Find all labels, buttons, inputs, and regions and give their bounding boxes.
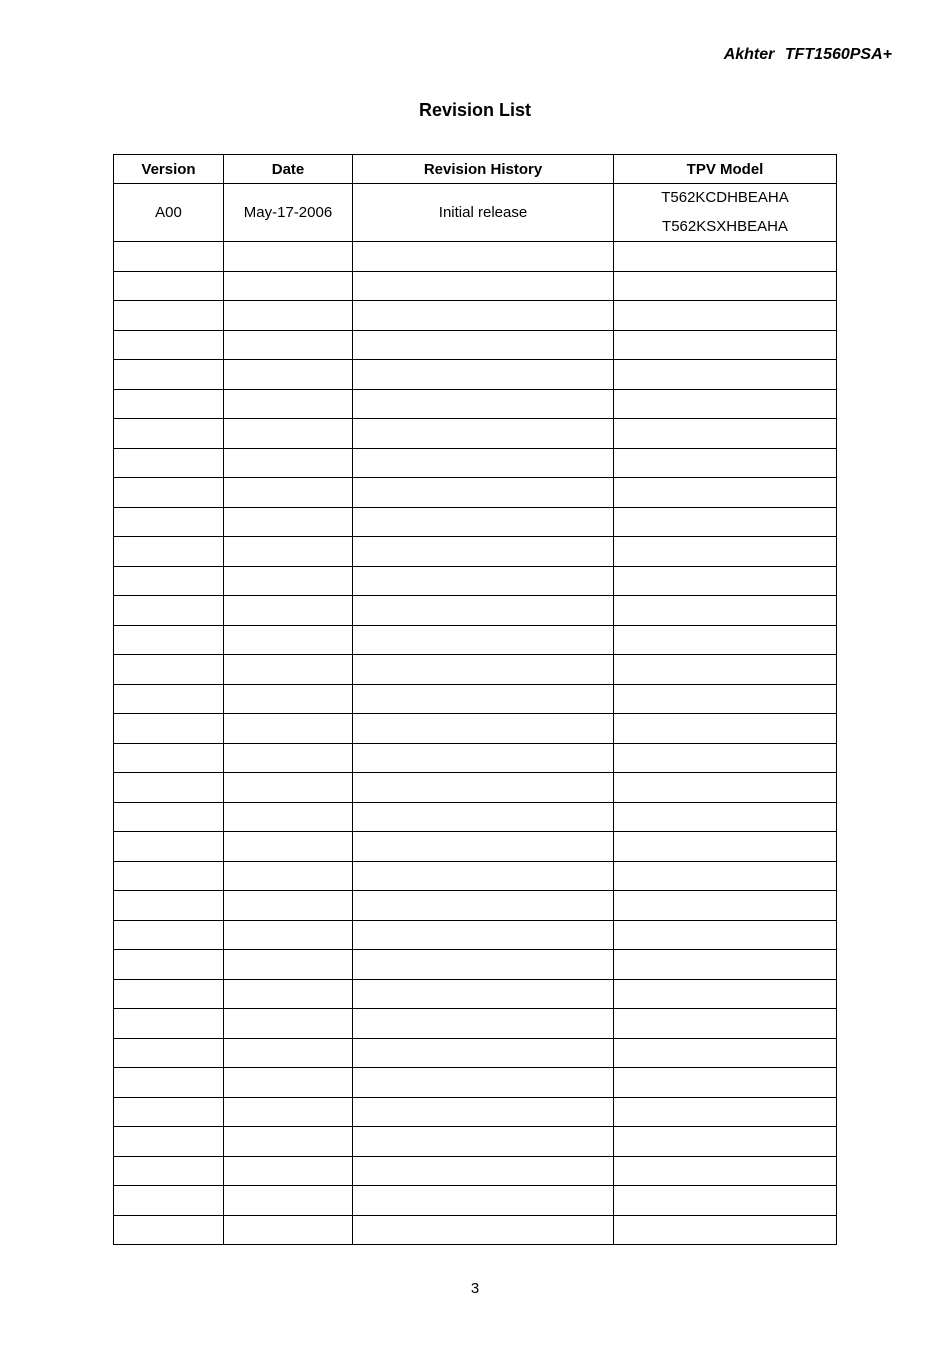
table-cell-empty — [353, 684, 614, 714]
table-cell-empty — [353, 1186, 614, 1216]
table-cell-empty — [224, 448, 353, 478]
table-row-empty — [114, 566, 837, 596]
table-cell-empty — [353, 979, 614, 1009]
table-cell-empty — [224, 419, 353, 449]
table-cell-empty — [114, 950, 224, 980]
table-row-empty — [114, 242, 837, 272]
table-cell-empty — [224, 979, 353, 1009]
table-cell-empty — [224, 1097, 353, 1127]
table-cell-empty — [114, 1068, 224, 1098]
table-row-empty — [114, 920, 837, 950]
table-cell-empty — [224, 271, 353, 301]
table-row-empty — [114, 301, 837, 331]
table-cell-empty — [353, 832, 614, 862]
table-cell-empty — [614, 1215, 837, 1245]
table-cell-empty — [614, 743, 837, 773]
table-cell-empty — [614, 1186, 837, 1216]
table-cell-empty — [224, 507, 353, 537]
table-cell-empty — [614, 950, 837, 980]
table-cell-empty — [224, 920, 353, 950]
cell-tpv-model — [614, 184, 837, 242]
table-cell-empty — [614, 1038, 837, 1068]
table-cell-empty — [353, 743, 614, 773]
table-cell-empty — [224, 1038, 353, 1068]
table-cell-empty — [614, 596, 837, 626]
table-cell-empty — [614, 330, 837, 360]
table-row-empty — [114, 330, 837, 360]
table-cell-empty — [114, 1097, 224, 1127]
table-cell-empty — [614, 802, 837, 832]
table-cell-empty — [224, 655, 353, 685]
table-cell-empty — [614, 1009, 837, 1039]
tpv-model-line: T562KSXHBEAHA — [662, 217, 788, 235]
table-cell-empty — [353, 773, 614, 803]
table-cell-empty — [224, 566, 353, 596]
table-cell-empty — [353, 360, 614, 390]
table-cell-empty — [114, 389, 224, 419]
table-cell-empty — [114, 419, 224, 449]
table-cell-empty — [614, 478, 837, 508]
table-row-empty — [114, 655, 837, 685]
table-row-empty — [114, 507, 837, 537]
table-cell-empty — [614, 655, 837, 685]
table-cell-empty — [224, 684, 353, 714]
cell-revision-history: Initial release — [353, 184, 614, 242]
table-row-empty — [114, 478, 837, 508]
table-cell-empty — [614, 419, 837, 449]
table-cell-empty — [614, 1097, 837, 1127]
table-row-empty — [114, 1215, 837, 1245]
table-cell-empty — [114, 743, 224, 773]
table-cell-empty — [353, 537, 614, 567]
table-row-empty — [114, 950, 837, 980]
table-row-empty — [114, 360, 837, 390]
table-cell-empty — [224, 714, 353, 744]
table-cell-empty — [353, 507, 614, 537]
cell-date: May-17-2006 — [224, 184, 353, 242]
table-cell-empty — [114, 301, 224, 331]
table-cell-empty — [114, 478, 224, 508]
table-cell-empty — [114, 537, 224, 567]
table-cell-empty — [353, 1156, 614, 1186]
table-cell-empty — [224, 478, 353, 508]
table-cell-empty — [614, 360, 837, 390]
table-row-empty — [114, 1097, 837, 1127]
table-cell-empty — [353, 389, 614, 419]
table-cell-empty — [353, 566, 614, 596]
table-cell-empty — [353, 1215, 614, 1245]
table-cell-empty — [114, 891, 224, 921]
table-cell-empty — [614, 891, 837, 921]
table-cell-empty — [114, 596, 224, 626]
table-cell-empty — [114, 802, 224, 832]
table-cell-empty — [114, 1009, 224, 1039]
table-cell-empty — [114, 655, 224, 685]
table-cell-empty — [224, 537, 353, 567]
table-cell-empty — [224, 802, 353, 832]
header-brand: Akhter — [723, 46, 775, 63]
cell-version: A00 — [114, 184, 224, 242]
table-cell-empty — [353, 596, 614, 626]
table-row-empty — [114, 537, 837, 567]
table-row-empty — [114, 625, 837, 655]
table-cell-empty — [353, 802, 614, 832]
table-cell-empty — [614, 773, 837, 803]
table-row-empty — [114, 1038, 837, 1068]
table-cell-empty — [614, 448, 837, 478]
table-cell-empty — [353, 1038, 614, 1068]
table-cell-empty — [224, 773, 353, 803]
table-row-empty — [114, 861, 837, 891]
table-cell-empty — [224, 861, 353, 891]
table-cell-empty — [114, 714, 224, 744]
table-cell-empty — [614, 566, 837, 596]
table-cell-empty — [224, 625, 353, 655]
table-cell-empty — [114, 1215, 224, 1245]
table-cell-empty — [114, 448, 224, 478]
table-cell-empty — [224, 950, 353, 980]
table-cell-empty — [114, 832, 224, 862]
table-cell-empty — [614, 537, 837, 567]
table-row-empty — [114, 832, 837, 862]
table-cell-empty — [614, 271, 837, 301]
table-cell-empty — [353, 1097, 614, 1127]
table-cell-empty — [224, 242, 353, 272]
table-cell-empty — [353, 655, 614, 685]
revision-table — [113, 154, 837, 1245]
table-cell-empty — [224, 1127, 353, 1157]
table-cell-empty — [614, 1068, 837, 1098]
table-cell-empty — [114, 1127, 224, 1157]
table-cell-empty — [224, 832, 353, 862]
table-cell-empty — [614, 389, 837, 419]
table-cell-empty — [353, 950, 614, 980]
table-row-empty — [114, 448, 837, 478]
table-row-empty — [114, 684, 837, 714]
page-title: Revision List — [418, 100, 532, 120]
table-row-empty — [114, 389, 837, 419]
table-cell-empty — [114, 861, 224, 891]
table-cell-empty — [614, 861, 837, 891]
header-model: TFT1560PSA+ — [784, 46, 892, 63]
table-cell-empty — [353, 714, 614, 744]
table-cell-empty — [224, 596, 353, 626]
table-cell-empty — [614, 507, 837, 537]
table-cell-empty — [353, 448, 614, 478]
table-cell-empty — [224, 1156, 353, 1186]
table-row-empty — [114, 596, 837, 626]
table-cell-empty — [224, 1068, 353, 1098]
table-cell-empty — [614, 832, 837, 862]
table-cell-empty — [353, 419, 614, 449]
table-row-empty — [114, 979, 837, 1009]
table-row — [114, 184, 837, 242]
column-header-revision-history: Revision History — [353, 155, 614, 184]
table-cell-empty — [614, 625, 837, 655]
table-cell-empty — [114, 271, 224, 301]
table-row-empty — [114, 802, 837, 832]
table-cell-empty — [114, 507, 224, 537]
table-row-empty — [114, 1068, 837, 1098]
table-cell-empty — [224, 389, 353, 419]
table-row-empty — [114, 773, 837, 803]
table-cell-empty — [353, 1068, 614, 1098]
tpv-model-line: T562KCDHBEAHA — [661, 189, 789, 206]
column-header-tpv-model: TPV Model — [614, 155, 837, 184]
table-cell-empty — [224, 360, 353, 390]
table-cell-empty — [353, 478, 614, 508]
table-row-empty — [114, 1009, 837, 1039]
table-cell-empty — [114, 566, 224, 596]
table-cell-empty — [224, 743, 353, 773]
table-cell-empty — [353, 891, 614, 921]
table-row-empty — [114, 1156, 837, 1186]
table-cell-empty — [614, 242, 837, 272]
page-number: 3 — [470, 1280, 480, 1297]
document-header — [724, 46, 892, 64]
table-header-row — [114, 155, 837, 184]
table-cell-empty — [614, 1156, 837, 1186]
table-cell-empty — [114, 773, 224, 803]
table-cell-empty — [114, 242, 224, 272]
table-cell-empty — [224, 301, 353, 331]
table-row-empty — [114, 271, 837, 301]
table-cell-empty — [614, 684, 837, 714]
table-cell-empty — [614, 714, 837, 744]
table-cell-empty — [353, 1009, 614, 1039]
table-cell-empty — [614, 920, 837, 950]
table-cell-empty — [614, 301, 837, 331]
table-cell-empty — [114, 979, 224, 1009]
table-cell-empty — [114, 330, 224, 360]
table-cell-empty — [353, 271, 614, 301]
table-row-empty — [114, 1127, 837, 1157]
table-cell-empty — [353, 330, 614, 360]
table-cell-empty — [353, 861, 614, 891]
table-cell-empty — [114, 1038, 224, 1068]
table-row-empty — [114, 891, 837, 921]
table-row-empty — [114, 714, 837, 744]
table-row-empty — [114, 743, 837, 773]
table-cell-empty — [614, 979, 837, 1009]
column-header-date: Date — [224, 155, 353, 184]
table-cell-empty — [114, 1156, 224, 1186]
table-cell-empty — [224, 1215, 353, 1245]
table-cell-empty — [614, 1127, 837, 1157]
table-cell-empty — [353, 625, 614, 655]
table-cell-empty — [353, 1127, 614, 1157]
table-cell-empty — [224, 891, 353, 921]
table-cell-empty — [353, 301, 614, 331]
column-header-version: Version — [114, 155, 224, 184]
table-cell-empty — [114, 360, 224, 390]
table-cell-empty — [114, 920, 224, 950]
table-cell-empty — [224, 330, 353, 360]
table-cell-empty — [114, 684, 224, 714]
table-cell-empty — [353, 242, 614, 272]
table-row-empty — [114, 1186, 837, 1216]
table-cell-empty — [224, 1009, 353, 1039]
table-cell-empty — [114, 1186, 224, 1216]
table-cell-empty — [224, 1186, 353, 1216]
table-cell-empty — [114, 625, 224, 655]
table-row-empty — [114, 419, 837, 449]
table-cell-empty — [353, 920, 614, 950]
